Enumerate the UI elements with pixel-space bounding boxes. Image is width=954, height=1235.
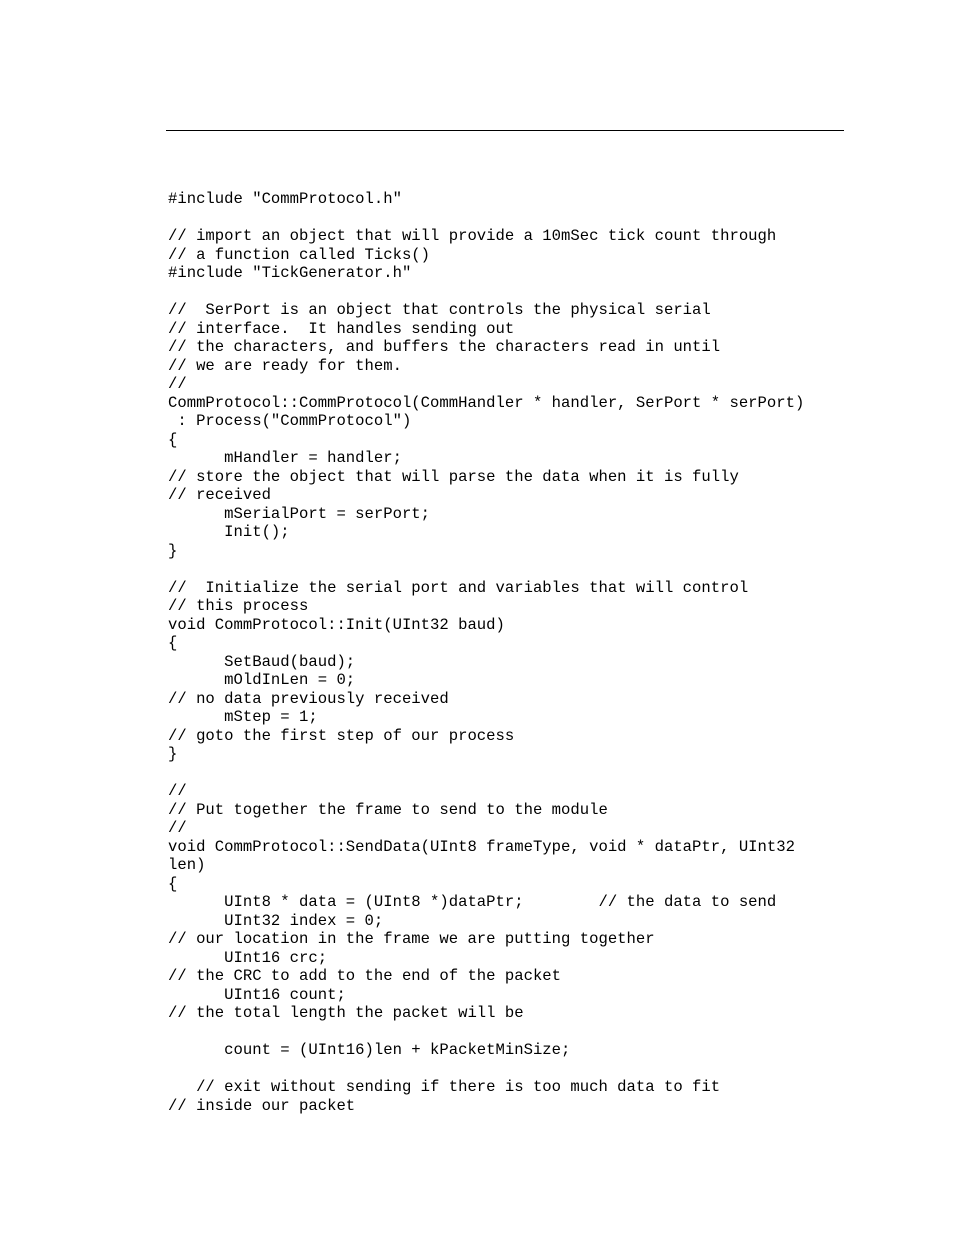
- code-line: // our location in the frame we are putting together: [168, 930, 655, 948]
- code-line: void CommProtocol::Init(UInt32 baud): [168, 615, 505, 634]
- code-listing: [168, 190, 868, 1115]
- code-line: // Put together the frame to send to the module: [168, 800, 608, 819]
- code-line: // inside our packet: [168, 1096, 356, 1115]
- code-line: // store the object that will parse the data when it is fully: [168, 467, 739, 486]
- code-line: [168, 283, 868, 302]
- code-line: [168, 764, 868, 783]
- code-line: // no data previously received: [168, 689, 449, 708]
- code-line: //: [168, 819, 187, 837]
- code-line: // interface. It handles sending out: [168, 319, 515, 338]
- code-line: Init();: [168, 523, 290, 541]
- code-line: void CommProtocol::SendData(UInt8 frameType, void * dataPtr, UInt32: [168, 837, 795, 856]
- code-line: [168, 560, 868, 579]
- code-line: len): [168, 856, 206, 874]
- code-line: {: [168, 874, 178, 893]
- code-line: //: [168, 375, 187, 393]
- code-line: mStep = 1;: [168, 708, 318, 726]
- code-line: // import an object that will provide a 10mSec tick count through: [168, 227, 777, 245]
- code-line: // received: [168, 486, 271, 504]
- code-line: #include "CommProtocol.h": [168, 190, 402, 208]
- code-line: [168, 1023, 868, 1042]
- code-line: {: [168, 430, 178, 449]
- code-line: // Initialize the serial port and variables that will control: [168, 578, 749, 597]
- code-line: UInt16 crc;: [168, 948, 328, 967]
- code-line: [168, 1060, 868, 1079]
- code-line: // the characters, and buffers the characters read in until: [168, 338, 721, 356]
- code-line: : Process("CommProtocol"): [168, 412, 412, 430]
- code-line: }: [168, 541, 178, 560]
- code-line: mOldInLen = 0;: [168, 671, 356, 689]
- code-line: mSerialPort = serPort;: [168, 504, 431, 523]
- code-line: // a function called Ticks(): [168, 245, 431, 264]
- code-line: UInt8 * data = (UInt8 *)dataPtr; // the data to send: [168, 893, 777, 911]
- code-line: }: [168, 745, 178, 763]
- header-rule: [166, 130, 844, 131]
- code-line: // the CRC to add to the end of the packet: [168, 967, 562, 985]
- code-line: mHandler = handler;: [168, 449, 402, 467]
- code-line: [168, 209, 868, 228]
- code-line: CommProtocol::CommProtocol(CommHandler * handler, SerPort * serPort): [168, 393, 805, 412]
- code-line: count = (UInt16)len + kPacketMinSize;: [168, 1041, 571, 1059]
- code-line: // SerPort is an object that controls the physical serial: [168, 301, 711, 319]
- code-line: UInt32 index = 0;: [168, 911, 384, 930]
- code-line: #include "TickGenerator.h": [168, 264, 412, 282]
- code-line: // goto the first step of our process: [168, 726, 515, 745]
- code-line: //: [168, 782, 187, 800]
- code-line: // exit without sending if there is too much data to fit: [168, 1078, 721, 1096]
- code-line: // we are ready for them.: [168, 356, 402, 375]
- code-line: // this process: [168, 597, 309, 615]
- code-line: UInt16 count;: [168, 985, 346, 1004]
- code-line: {: [168, 634, 178, 652]
- code-line: SetBaud(baud);: [168, 652, 356, 671]
- code-line: // the total length the packet will be: [168, 1004, 524, 1022]
